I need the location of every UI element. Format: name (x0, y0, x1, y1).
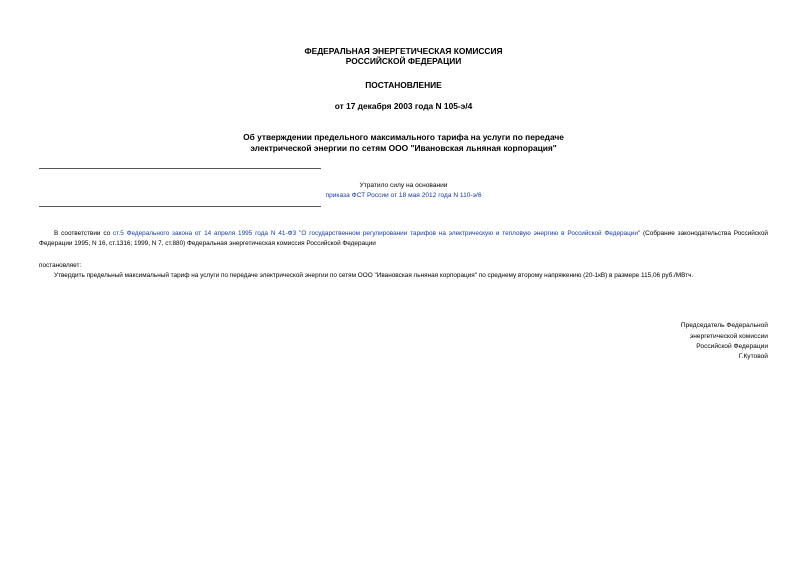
status-link[interactable]: приказа ФСТ России от 18 мая 2012 года N 110-э/6 (325, 192, 482, 199)
divider-top (39, 168, 321, 169)
signature-name: Г.Кутовой (738, 353, 768, 360)
basis-suffix: (Собрание законодательства Российской Федерации 1995, N 16, ст.1316; 1999, N 7, ст.880) Федеральная энергетическая комиссия Российской Федерации (39, 230, 768, 247)
status-text: Утратило силу на основании (359, 182, 448, 189)
doc-type: ПОСТАНОВЛЕНИЕ (365, 80, 442, 90)
decree-word: постановляет: (39, 262, 82, 269)
doc-title-line-1: Об утверждении предельного максимального тарифа на услуги по передаче (243, 132, 564, 142)
paragraph-resolution: Утвердить предельный максимальный тариф на услуги по передаче электрической энергии по сетям ООО "Ивановская льняная корпорация" по среднему второму напряжению (20-1кВ) в размере 115,06 руб./МВтч. (54, 272, 694, 279)
signature-position-2: энергетической комиссии (689, 333, 768, 340)
header-federation: РОССИЙСКОЙ ФЕДЕРАЦИИ (345, 56, 462, 66)
signature-position-1: Председатель Федеральной (680, 322, 768, 329)
signature-position-3: Российской Федерации (696, 343, 768, 350)
basis-prefix: В соответствии со (54, 230, 114, 237)
paragraph-basis (39, 229, 768, 249)
divider-bottom (39, 206, 321, 207)
doc-title-line-2: электрической энергии по сетям ООО "Ивановская льняная корпорация" (250, 143, 557, 153)
law-link[interactable]: ст.5 Федерального закона от 14 апреля 1995 года N 41-ФЗ "О государственном регулировании тарифов на электрическую и тепловую энергию в Российской Федерации" (113, 230, 641, 237)
doc-date-number: от 17 декабря 2003 года N 105-э/4 (334, 101, 473, 111)
header-commission: ФЕДЕРАЛЬНАЯ ЭНЕРГЕТИЧЕСКАЯ КОМИССИЯ (304, 46, 503, 56)
